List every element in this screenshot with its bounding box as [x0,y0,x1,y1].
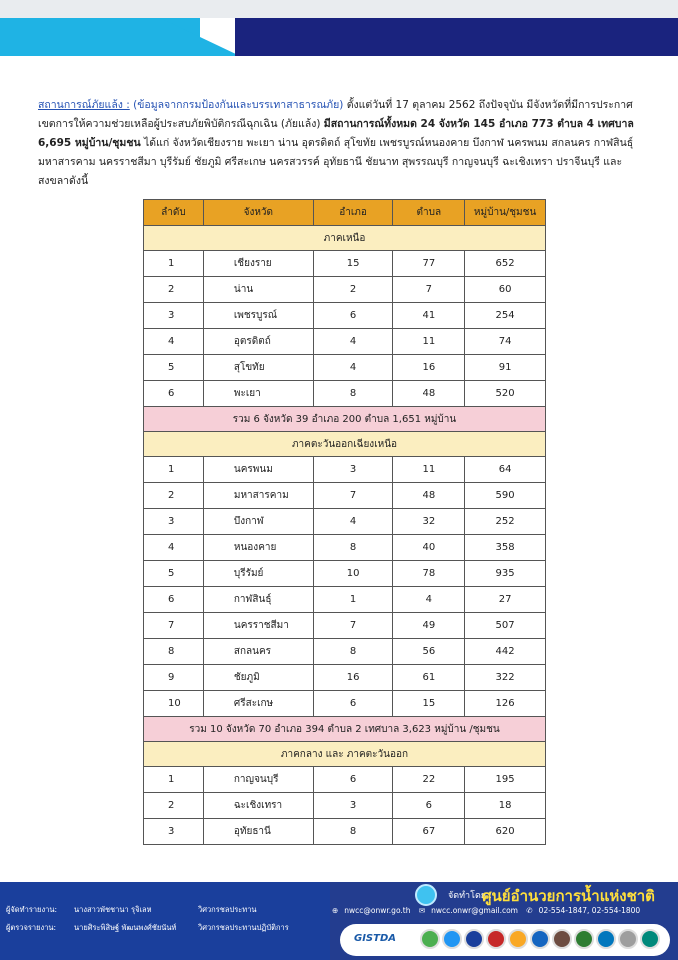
row-order: 9 [144,665,204,691]
row-district: 8 [313,639,393,665]
row-order: 3 [144,509,204,535]
row-village: 60 [465,277,546,303]
table-body [144,226,546,845]
row-order: 10 [144,691,204,717]
contact-line [332,906,678,915]
row-district: 2 [313,277,393,303]
total-row-north [144,407,546,432]
row-subdistrict: 41 [393,303,465,329]
row-subdistrict: 67 [393,819,465,845]
page-footer [0,882,678,960]
row-district: 8 [313,535,393,561]
org-name: ศูนย์อำนวยการน้ำแห่งชาติ [482,887,655,905]
row-province: กาญจนบุรี [203,767,313,793]
row-order: 2 [144,793,204,819]
row-village: 126 [465,691,546,717]
row-province: ศรีสะเกษ [203,691,313,717]
row-village: 322 [465,665,546,691]
table-row [144,819,546,845]
row-village: 590 [465,483,546,509]
row-district: 7 [313,483,393,509]
row-district: 1 [313,587,393,613]
row-order: 6 [144,381,204,407]
partner-logo-icon [420,929,440,949]
row-province: นครพนม [203,457,313,483]
table-header-row [144,200,546,226]
row-subdistrict: 7 [393,277,465,303]
row-subdistrict: 32 [393,509,465,535]
row-subdistrict: 48 [393,483,465,509]
row-province: ชัยภูมิ [203,665,313,691]
row-subdistrict: 78 [393,561,465,587]
row-village: 18 [465,793,546,819]
row-village: 254 [465,303,546,329]
row-order: 5 [144,561,204,587]
partner-logo-icon [486,929,506,949]
region-label: ภาคเหนือ [144,226,546,251]
row-district: 7 [313,613,393,639]
row-subdistrict: 11 [393,329,465,355]
table-row [144,767,546,793]
table-row [144,277,546,303]
row-district: 4 [313,355,393,381]
table-row [144,691,546,717]
globe-icon: ⊕ [332,906,339,915]
checker-label: ผู้ตรวจรายงาน: [6,923,57,932]
region-row-north [144,226,546,251]
row-district: 16 [313,665,393,691]
row-subdistrict: 16 [393,355,465,381]
row-village: 935 [465,561,546,587]
row-order: 1 [144,457,204,483]
row-order: 2 [144,483,204,509]
intro-text-2: ได้แก่ จังหวัดเชียงราย พะเยา น่าน อุตรดิตถ์ สุโขทัย เพชรบูรณ์หนองคาย บึงกาฬ นครพนม สกลนคร กาฬสินธุ์ มหาสารคาม นครราชสีมา บุรีรัมย์ ชัยภูมิ ศรีสะเกษ นครสวรรค์ อุทัยธานี ชัยนาท สุพรรณบุรี กาญจนบุรี ฉะเชิงเทรา ปราจีนบุรี และ สงขลาดังนี้ [38,137,634,187]
row-province: อุตรดิตถ์ [203,329,313,355]
row-province: มหาสารคาม [203,483,313,509]
row-province: บุรีรัมย์ [203,561,313,587]
row-order: 1 [144,767,204,793]
partner-logo-icon [464,929,484,949]
row-province: เพชรบูรณ์ [203,303,313,329]
row-village: 520 [465,381,546,407]
table-row [144,535,546,561]
row-subdistrict: 56 [393,639,465,665]
table-row [144,355,546,381]
partner-logo-icon [596,929,616,949]
intro-summary-bold: มีสถานการณ์ทั้งหมด 24 จังหวัด 145 อำเภอ 773 ตำบล 4 เทศบาล 6,695 หมู่บ้าน/ชุมชน [38,118,634,149]
partner-logo-icon [640,929,660,949]
total-label: รวม 10 จังหวัด 70 อำเภอ 394 ตำบล 2 เทศบาล 3,623 หมู่บ้าน /ชุมชน [144,717,546,742]
table-row [144,483,546,509]
row-order: 5 [144,355,204,381]
row-order: 6 [144,587,204,613]
water-drop-icon [415,884,437,906]
partner-logo-icon [442,929,462,949]
row-subdistrict: 61 [393,665,465,691]
total-row-northeast [144,717,546,742]
intro-text-1: ตั้งแต่วันที่ 17 ตุลาคม 2562 ถึงปัจจุบัน มีจังหวัดที่มีการประกาศเขตการให้ความช่วยเหลือผู้ประสบภัยพิบัติกรณีฉุกเฉิน (ภัยแล้ง) [38,99,633,130]
partner-logo-icon [574,929,594,949]
intro-paragraph [38,96,648,191]
row-district: 6 [313,767,393,793]
row-province: หนองคาย [203,535,313,561]
row-subdistrict: 77 [393,251,465,277]
phone-icon: ✆ [526,906,533,915]
table-row [144,303,546,329]
col-header-village: หมู่บ้าน/ชุมชน [465,200,546,226]
row-subdistrict: 15 [393,691,465,717]
page-header [0,0,678,62]
table-row [144,251,546,277]
row-province: อุทัยธานี [203,819,313,845]
row-district: 6 [313,303,393,329]
region-label: ภาคกลาง และ ภาคตะวันออก [144,742,546,767]
col-header-subdistrict: ตำบล [393,200,465,226]
header-navy-band [235,18,678,56]
table-row [144,613,546,639]
header-diagonal [160,18,240,56]
row-village: 74 [465,329,546,355]
row-province: พะเยา [203,381,313,407]
partner-logo-icon [552,929,572,949]
org-prefix: จัดทำโดย : [448,891,492,901]
checker-role: วิศวกรชลประทานปฏิบัติการ [198,923,289,932]
table-row [144,665,546,691]
row-village: 358 [465,535,546,561]
row-district: 3 [313,457,393,483]
table-row [144,509,546,535]
total-label: รวม 6 จังหวัด 39 อำเภอ 200 ตำบล 1,651 หมู่บ้าน [144,407,546,432]
row-province: สุโขทัย [203,355,313,381]
row-subdistrict: 22 [393,767,465,793]
row-village: 652 [465,251,546,277]
row-subdistrict: 11 [393,457,465,483]
row-district: 10 [313,561,393,587]
region-row-central_east [144,742,546,767]
row-village: 620 [465,819,546,845]
row-order: 7 [144,613,204,639]
row-subdistrict: 48 [393,381,465,407]
row-village: 195 [465,767,546,793]
row-province: บึงกาฬ [203,509,313,535]
gistda-logo: GISTDA [354,933,396,944]
row-village: 91 [465,355,546,381]
table-row [144,561,546,587]
row-subdistrict: 40 [393,535,465,561]
row-province: ฉะเชิงเทรา [203,793,313,819]
row-district: 6 [313,691,393,717]
table-row [144,457,546,483]
row-order: 8 [144,639,204,665]
mail-icon: ✉ [418,906,426,915]
row-district: 15 [313,251,393,277]
row-order: 3 [144,303,204,329]
table-row [144,639,546,665]
partner-logo-icon [618,929,638,949]
region-row-northeast [144,432,546,457]
region-label: ภาคตะวันออกเฉียงเหนือ [144,432,546,457]
row-order: 1 [144,251,204,277]
table-row [144,329,546,355]
row-district: 4 [313,509,393,535]
row-subdistrict: 4 [393,587,465,613]
reporter-name: นางสาวพัชชานา รุจิเลห [74,905,152,914]
intro-heading[interactable]: สถานการณ์ภัยแล้ง : [38,99,130,111]
row-village: 442 [465,639,546,665]
row-district: 4 [313,329,393,355]
row-village: 252 [465,509,546,535]
row-order: 4 [144,329,204,355]
row-order: 3 [144,819,204,845]
row-village: 507 [465,613,546,639]
table-row [144,587,546,613]
table-row [144,381,546,407]
row-order: 2 [144,277,204,303]
row-district: 8 [313,381,393,407]
row-subdistrict: 6 [393,793,465,819]
intro-source: (ข้อมูลจากกรมป้องกันและบรรเทาสาธารณภัย) [133,99,344,111]
phone-number: 02-554-1847, 02-554-1800 [538,906,641,915]
row-province: น่าน [203,277,313,303]
row-province: กาฬสินธุ์ [203,587,313,613]
table-row [144,793,546,819]
row-district: 3 [313,793,393,819]
reporter-label: ผู้จัดทำรายงาน: [6,905,57,914]
row-village: 27 [465,587,546,613]
partner-logo-icon [530,929,550,949]
website-link[interactable]: nwcc@onwr.go.th [344,906,411,915]
email-link[interactable]: nwcc.onwr@gmail.com [431,906,518,915]
row-district: 8 [313,819,393,845]
col-header-order: ลำดับ [144,200,204,226]
col-header-province: จังหวัด [203,200,313,226]
drought-table [143,199,546,845]
reporter-role: วิศวกรชลประทาน [198,905,257,914]
row-province: นครราชสีมา [203,613,313,639]
row-province: สกลนคร [203,639,313,665]
col-header-district: อำเภอ [313,200,393,226]
row-order: 4 [144,535,204,561]
row-subdistrict: 49 [393,613,465,639]
checker-name: นายศิระพิสิษฐ์ พัฒนพงศ์ชัยนันท์ [74,923,177,932]
header-top-strip [0,0,678,18]
row-province: เชียงราย [203,251,313,277]
row-village: 64 [465,457,546,483]
partner-logo-icon [508,929,528,949]
